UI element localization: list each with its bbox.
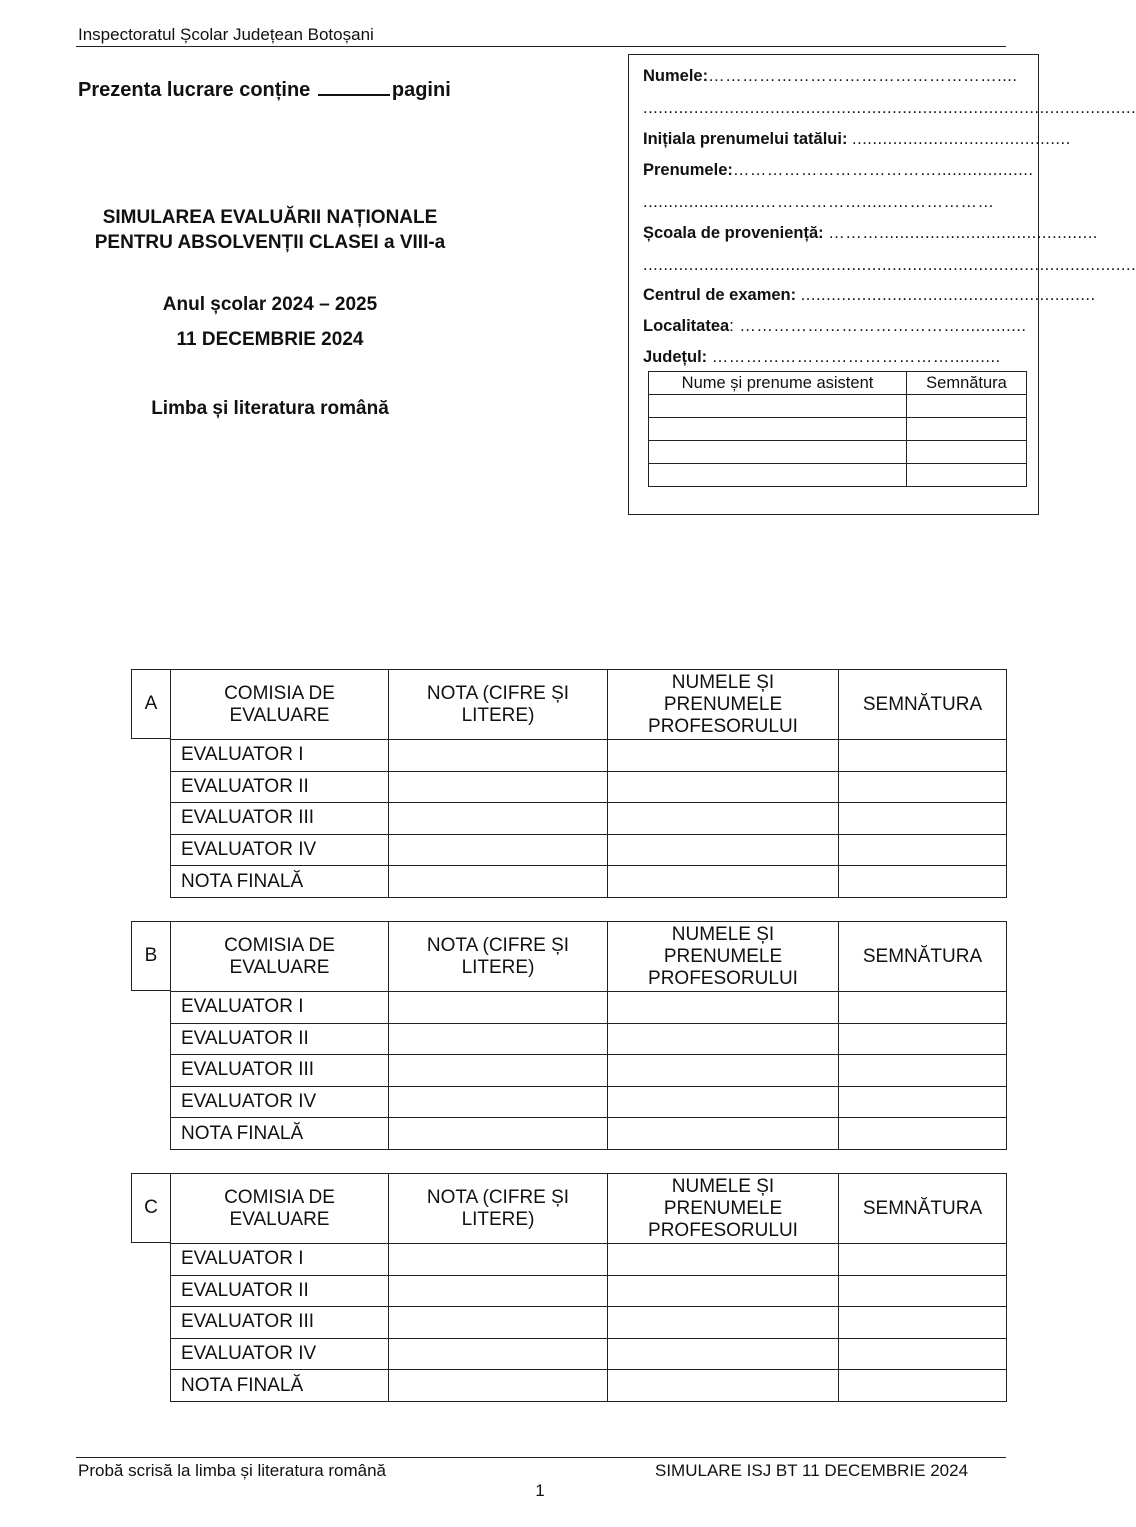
header-nume-profesor [608, 670, 839, 740]
grade-cell[interactable] [389, 771, 608, 803]
header-nota-line: NOTA (CIFRE ȘI [426, 1186, 570, 1208]
label-initiala: Inițiala prenumelui tatălui: [643, 130, 848, 148]
table-row [171, 1370, 1007, 1402]
grade-cell[interactable] [389, 740, 608, 772]
header-nume-profesor [608, 1174, 839, 1244]
evaluator-label: EVALUATOR IV [171, 1086, 389, 1118]
table-row [171, 1307, 1007, 1339]
pages-count-line [78, 76, 451, 102]
grade-cell[interactable] [389, 866, 608, 898]
field-judetul[interactable]: Județul: …………………………………….......... [643, 348, 1001, 366]
exam-subject: Limba și literatura română [151, 398, 389, 419]
header-comisia [171, 1174, 389, 1244]
header-nota-line: LITERE) [461, 956, 535, 978]
table-row [171, 1023, 1007, 1055]
header-nota [389, 922, 608, 992]
teacher-name-cell[interactable] [608, 1338, 839, 1370]
evaluation-table-letter: A [131, 669, 171, 739]
header-semnatura [839, 1174, 1007, 1244]
assistant-name-cell[interactable] [649, 395, 907, 418]
table-row [171, 866, 1007, 898]
page-number: 1 [535, 1481, 545, 1500]
table-row [171, 1275, 1007, 1307]
evaluation-grid [170, 669, 1007, 898]
header-nota-line: NOTA (CIFRE ȘI [426, 682, 570, 704]
header-nume-profesor-line: NUMELE ȘI [671, 1175, 775, 1197]
field-scoala-cont[interactable]: ................................................................................................. [643, 256, 1136, 274]
assistant-name-cell[interactable] [649, 441, 907, 464]
signature-cell[interactable] [839, 1307, 1007, 1339]
grade-cell[interactable] [389, 1244, 608, 1276]
table-row [171, 771, 1007, 803]
evaluator-label: EVALUATOR II [171, 1275, 389, 1307]
header-institution: Inspectoratul Școlar Județean Botoșani [78, 25, 374, 44]
table-row [171, 803, 1007, 835]
school-year: Anul școlar 2024 – 2025 [162, 294, 378, 315]
signature-cell[interactable] [839, 1023, 1007, 1055]
evaluator-label: EVALUATOR I [171, 992, 389, 1024]
grade-cell[interactable] [389, 1275, 608, 1307]
table-row [171, 740, 1007, 772]
teacher-name-cell[interactable] [608, 1055, 839, 1087]
grade-cell[interactable] [389, 1118, 608, 1150]
header-nota-line: LITERE) [461, 1208, 535, 1230]
header-nume-profesor-line: PRENUMELE [663, 1197, 783, 1219]
teacher-name-cell[interactable] [608, 740, 839, 772]
field-localitatea[interactable]: Localitatea: …………………………………............. [643, 317, 1027, 335]
signature-cell[interactable] [839, 1055, 1007, 1087]
grade-cell[interactable] [389, 1023, 608, 1055]
evaluation-table-letter: C [131, 1173, 171, 1243]
grade-cell[interactable] [389, 1370, 608, 1402]
header-comisia [171, 670, 389, 740]
assistant-name-cell[interactable] [649, 418, 907, 441]
teacher-name-cell[interactable] [608, 866, 839, 898]
grade-cell[interactable] [389, 834, 608, 866]
signature-cell[interactable] [839, 1370, 1007, 1402]
teacher-name-cell[interactable] [608, 771, 839, 803]
footer-divider [76, 1457, 1006, 1458]
grade-cell[interactable] [389, 1307, 608, 1339]
grade-cell[interactable] [389, 992, 608, 1024]
header-comisia-line: COMISIA DE [224, 1186, 335, 1208]
label-localitatea: Localitatea [643, 317, 730, 335]
teacher-name-cell[interactable] [608, 1370, 839, 1402]
assistant-name-header: Nume și prenume asistent [649, 372, 907, 395]
header-semnatura-line: SEMNĂTURA [862, 945, 983, 967]
header-divider [76, 46, 1006, 47]
evaluator-label: EVALUATOR I [171, 1244, 389, 1276]
title-line-2: PENTRU ABSOLVENȚII CLASEI a VIII-a [94, 232, 446, 253]
table-row [171, 1244, 1007, 1276]
assistant-signature-cell[interactable] [907, 464, 1027, 487]
pages-count-blank[interactable] [318, 76, 390, 96]
header-nume-profesor-line: NUMELE ȘI [671, 923, 775, 945]
header-semnatura-line: SEMNĂTURA [862, 693, 983, 715]
header-nume-profesor-line: PRENUMELE [663, 693, 783, 715]
table-row [171, 1338, 1007, 1370]
teacher-name-cell[interactable] [608, 1244, 839, 1276]
header-nume-profesor-line: PROFESORULUI [648, 967, 798, 989]
evaluator-label: EVALUATOR III [171, 1055, 389, 1087]
table-row [171, 1086, 1007, 1118]
pages-suffix: pagini [391, 79, 451, 101]
header-nume-profesor-line: PRENUMELE [663, 945, 783, 967]
assistant-name-cell[interactable] [649, 464, 907, 487]
label-judetul: Județul: [643, 348, 708, 366]
signature-cell[interactable] [839, 1086, 1007, 1118]
signature-cell[interactable] [839, 1338, 1007, 1370]
teacher-name-cell[interactable] [608, 1307, 839, 1339]
evaluator-label: NOTA FINALĂ [171, 1370, 389, 1402]
label-scoala: Școala de proveniență: [643, 224, 824, 242]
signature-cell[interactable] [839, 834, 1007, 866]
table-row [171, 1118, 1007, 1150]
evaluator-label: NOTA FINALĂ [171, 1118, 389, 1150]
signature-cell[interactable] [839, 771, 1007, 803]
evaluation-grid [170, 921, 1007, 1150]
assistant-signature-cell[interactable] [907, 395, 1027, 418]
header-comisia-line: COMISIA DE [224, 682, 335, 704]
header-nume-profesor-line: PROFESORULUI [648, 1219, 798, 1241]
grade-cell[interactable] [389, 803, 608, 835]
candidate-id-box [628, 54, 1136, 515]
teacher-name-cell[interactable] [608, 992, 839, 1024]
field-numele-cont[interactable]: ................................................................................................. [643, 99, 1136, 117]
field-centrul[interactable]: Centrul de examen: .......................................................... [643, 286, 1096, 304]
assistant-signature-header: Semnătura [907, 372, 1027, 395]
header-nota-line: LITERE) [461, 704, 535, 726]
evaluator-label: EVALUATOR III [171, 1307, 389, 1339]
evaluation-grid [170, 1173, 1007, 1402]
evaluator-label: EVALUATOR II [171, 1023, 389, 1055]
table-row [171, 1055, 1007, 1087]
assistant-signature-cell[interactable] [907, 418, 1027, 441]
evaluator-label: NOTA FINALĂ [171, 866, 389, 898]
header-nume-profesor-line: NUMELE ȘI [671, 671, 775, 693]
header-nota [389, 670, 608, 740]
signature-cell[interactable] [839, 1275, 1007, 1307]
title-line-1: SIMULAREA EVALUĂRII NAȚIONALE [102, 207, 438, 228]
teacher-name-cell[interactable] [608, 803, 839, 835]
header-nume-profesor [608, 922, 839, 992]
table-row [171, 834, 1007, 866]
evaluator-label: EVALUATOR III [171, 803, 389, 835]
header-semnatura [839, 670, 1007, 740]
assistant-signature-cell[interactable] [907, 441, 1027, 464]
header-nota [389, 1174, 608, 1244]
field-numele[interactable]: Numele:…………………………………………….... [643, 67, 1018, 85]
evaluation-table-letter: B [131, 921, 171, 991]
assistant-table [648, 371, 1027, 487]
teacher-name-cell[interactable] [608, 1275, 839, 1307]
signature-cell[interactable] [839, 1118, 1007, 1150]
exam-date: 11 DECEMBRIE 2024 [176, 329, 364, 350]
footer-left-text: Probă scrisă la limba și literatura română [78, 1461, 387, 1480]
footer-right-text: SIMULARE ISJ BT 11 DECEMBRIE 2024 [655, 1461, 969, 1480]
header-semnatura [839, 922, 1007, 992]
teacher-name-cell[interactable] [608, 1118, 839, 1150]
evaluator-label: EVALUATOR IV [171, 834, 389, 866]
grade-cell[interactable] [389, 1055, 608, 1087]
signature-cell[interactable] [839, 992, 1007, 1024]
header-comisia-line: COMISIA DE [224, 934, 335, 956]
label-prenumele: Prenumele: [643, 161, 733, 179]
field-scoala[interactable]: Școala de proveniență: ………........................................... [643, 224, 1098, 242]
signature-cell[interactable] [839, 1244, 1007, 1276]
field-initiala[interactable]: Inițiala prenumelui tatălui: ........................................... [643, 130, 1071, 148]
header-semnatura-line: SEMNĂTURA [862, 1197, 983, 1219]
header-comisia-line: EVALUARE [229, 704, 330, 726]
header-comisia-line: EVALUARE [229, 956, 330, 978]
field-prenumele-cont[interactable]: .......................………………......……………… [643, 193, 995, 211]
header-nota-line: NOTA (CIFRE ȘI [426, 934, 570, 956]
signature-cell[interactable] [839, 803, 1007, 835]
grade-cell[interactable] [389, 1338, 608, 1370]
teacher-name-cell[interactable] [608, 834, 839, 866]
header-nume-profesor-line: PROFESORULUI [648, 715, 798, 737]
label-centrul: Centrul de examen: [643, 286, 797, 304]
evaluator-label: EVALUATOR I [171, 740, 389, 772]
label-numele: Numele: [643, 67, 709, 85]
pages-prefix: Prezenta lucrare conține [78, 79, 311, 101]
evaluator-label: EVALUATOR IV [171, 1338, 389, 1370]
signature-cell[interactable] [839, 740, 1007, 772]
evaluator-label: EVALUATOR II [171, 771, 389, 803]
signature-cell[interactable] [839, 866, 1007, 898]
teacher-name-cell[interactable] [608, 1023, 839, 1055]
field-prenumele[interactable]: Prenumele:………………………………................... [643, 161, 1034, 179]
header-comisia-line: EVALUARE [229, 1208, 330, 1230]
teacher-name-cell[interactable] [608, 1086, 839, 1118]
header-comisia [171, 922, 389, 992]
table-row [171, 992, 1007, 1024]
grade-cell[interactable] [389, 1086, 608, 1118]
